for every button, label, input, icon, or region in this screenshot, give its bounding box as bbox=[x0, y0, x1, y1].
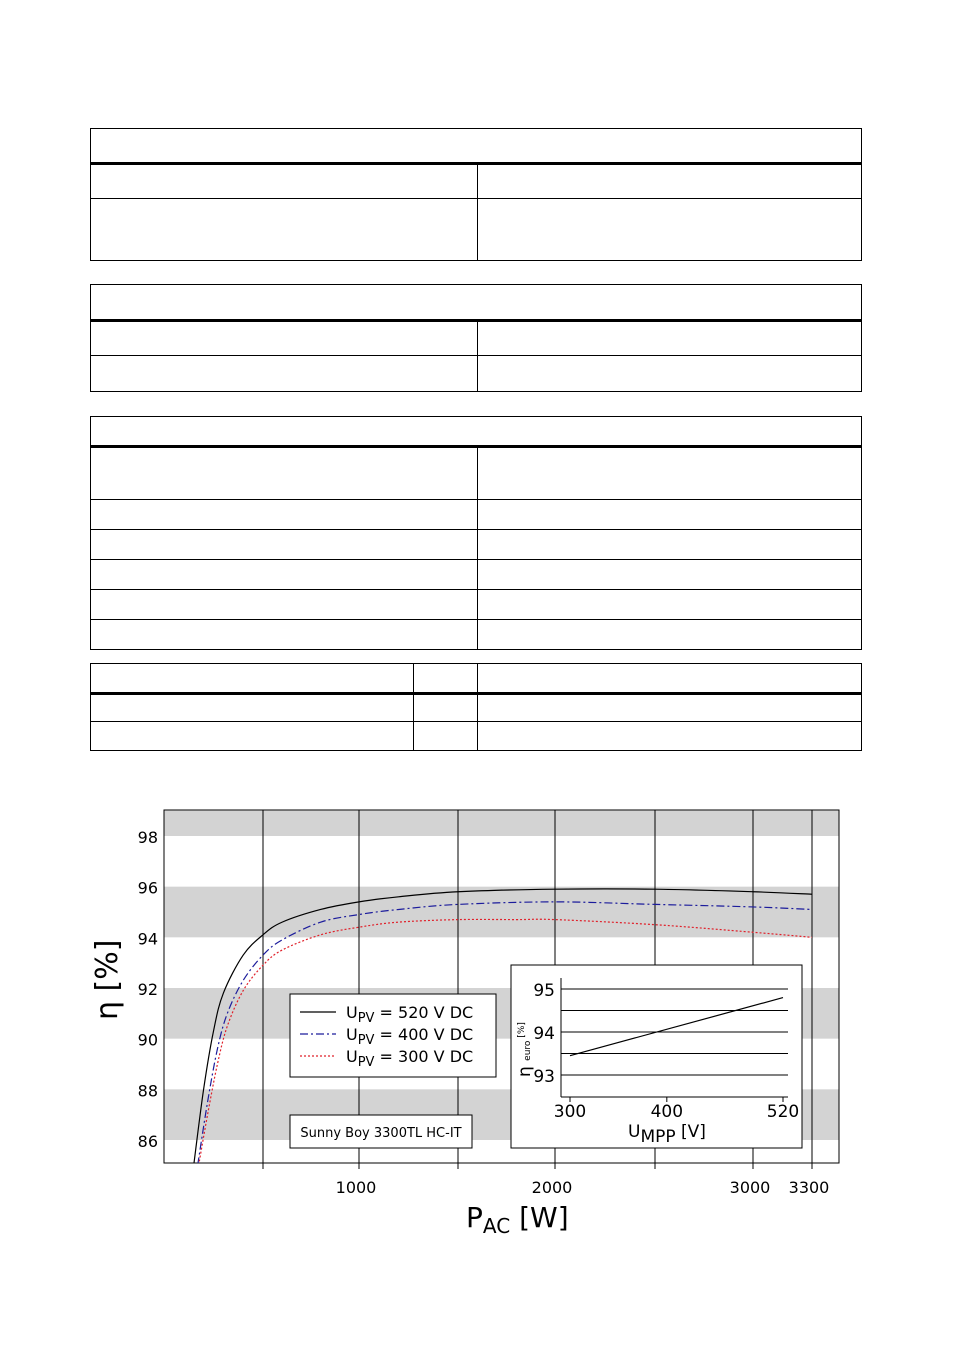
inset-x-tick-label: 400 bbox=[650, 1102, 684, 1122]
legend-entry: $U_{PV} = 400$ V DC bbox=[346, 1025, 474, 1048]
y-tick-label: 96 bbox=[137, 878, 158, 898]
x-tick-label: 3000 bbox=[729, 1178, 771, 1197]
inset-x-tick-label: 300 bbox=[553, 1102, 587, 1122]
inset-x-axis-label: UMPP [V] bbox=[628, 1122, 706, 1147]
y-tick-label: 86 bbox=[137, 1132, 158, 1151]
x-tick-label: 1000 bbox=[335, 1178, 377, 1197]
x-axis-label: $P_{AC}$ [W] bbox=[466, 1201, 569, 1238]
grid-band bbox=[164, 811, 839, 836]
inset-y-tick-label: 94 bbox=[533, 1024, 555, 1044]
y-axis-label: η [%] bbox=[90, 939, 125, 1020]
y-tick-label: 88 bbox=[137, 1081, 158, 1101]
y-tick-label: 92 bbox=[137, 980, 158, 999]
device-label: Sunny Boy 3300TL HC-IT bbox=[300, 1126, 462, 1141]
inset-y-axis-label: η euro [%] bbox=[515, 1022, 535, 1077]
inset-y-tick-label: 95 bbox=[533, 981, 555, 1001]
x-tick-label: 2000 bbox=[531, 1178, 573, 1197]
y-tick-label: 90 bbox=[137, 1030, 158, 1050]
grid-band bbox=[164, 887, 839, 938]
x-tick-label: 3300 bbox=[788, 1178, 830, 1197]
inset-x-tick-label: 520 bbox=[766, 1102, 800, 1122]
y-tick-label: 98 bbox=[137, 828, 158, 847]
legend-entry: $U_{PV} = 520$ V DC bbox=[346, 1003, 474, 1026]
inset-y-tick-label: 93 bbox=[533, 1067, 555, 1087]
y-tick-label: 94 bbox=[137, 929, 158, 949]
legend-entry: $U_{PV} = 300$ V DC bbox=[346, 1047, 474, 1070]
